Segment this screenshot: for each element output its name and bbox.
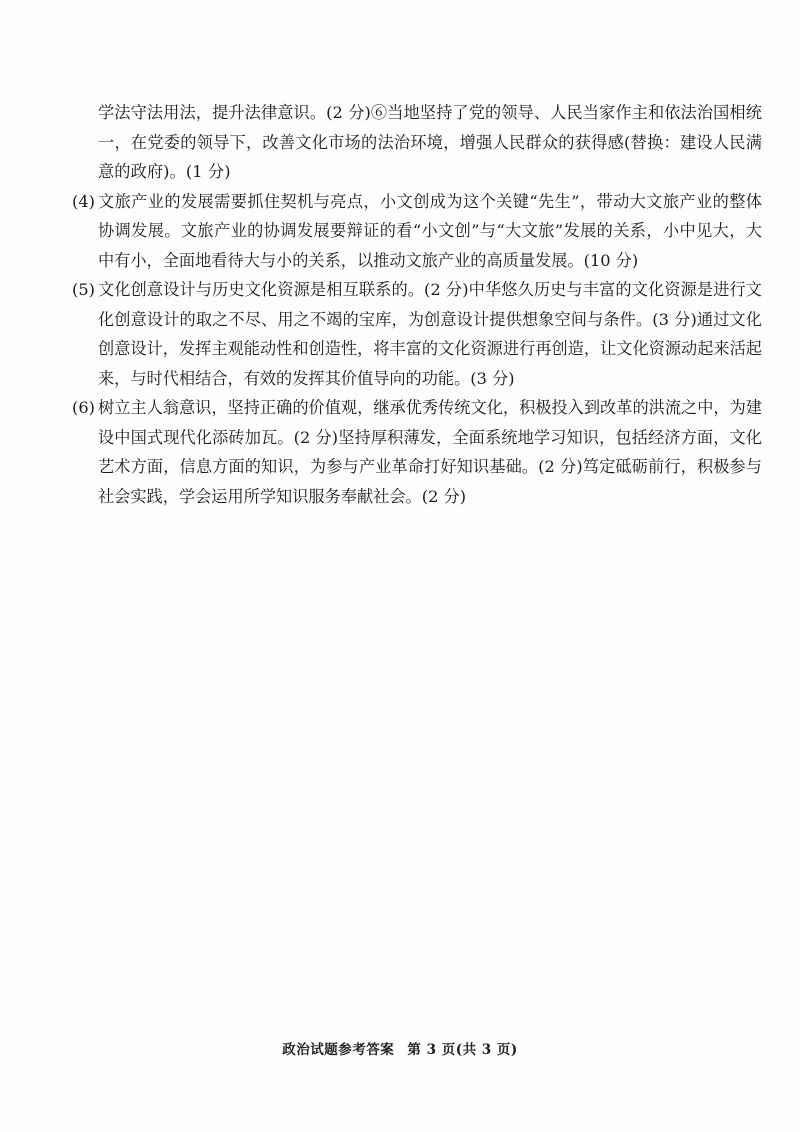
item-text: 树立主人翁意识，坚持正确的价值观，继承优秀传统文化，积极投入到改革的洪流之中，为建设中国式现代化添砖加瓦。(2 分)坚持厚积薄发，全面系统地学习知识，包括经济方面，文化艺术方面，信息方面的知识，为参与产业革命打好知识基础。(2 分)笃定砥砺前行，积极参与社会实践，学会运用所学知识服务奉献社会。(2 分) <box>98 398 762 506</box>
item-text: 文旅产业的发展需要抓住契机与亮点，小文创成为这个关键“先生”，带动大文旅产业的整体协调发展。文旅产业的协调发展要辩证的看“小文创”与“大文旅”发展的关系，小中见大，大中有小，全面地看待大与小的关系，以推动文旅产业的高质量发展。(10 分) <box>98 191 762 270</box>
item-number: (5) <box>72 280 95 299</box>
item-number: (4) <box>72 191 95 211</box>
page-footer <box>0 1038 800 1058</box>
answer-content <box>72 98 762 511</box>
answer-item-4 <box>72 187 762 276</box>
item-text: 文化创意设计与历史文化资源是相互联系的。(2 分)中华悠久历史与丰富的文化资源是进行文化创意设计的取之不尽、用之不竭的宝库，为创意设计提供想象空间与条件。(3 分)通过文化创意设计，发挥主观能动性和创造性，将丰富的文化资源进行再创造，让文化资源动起来活起来，与时代相结合，有效的发挥其价值导向的功能。(3 分) <box>98 280 762 388</box>
continuation-paragraph: 学法守法用法，提升法律意识。(2 分)⑥当地坚持了党的领导、人民当家作主和依法治国相统一，在党委的领导下，改善文化市场的法治环境，增强人民群众的获得感(替换：建设人民满意的政府)。(1 分) <box>98 103 762 181</box>
item-number: (6) <box>72 398 95 417</box>
answer-item-6 <box>72 393 762 511</box>
answer-item-5 <box>72 275 762 393</box>
footer-title: 政治试题参考答案 <box>282 1042 395 1058</box>
page-number: 第 3 页(共 3 页) <box>407 1042 518 1058</box>
